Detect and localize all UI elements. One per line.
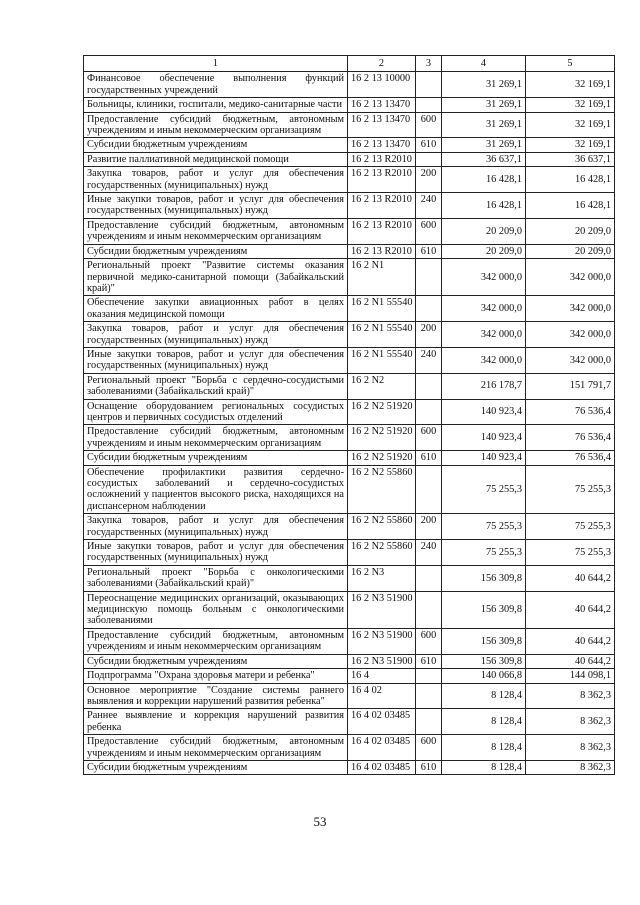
row-amount-2022-cell: 20 209,0: [526, 218, 615, 244]
row-code-cell: 16 2 13 10000: [348, 72, 416, 98]
row-amount-2021-cell: 8 128,4: [442, 709, 526, 735]
row-expense-type-cell: 600: [416, 735, 442, 761]
row-name-cell: Предоставление субсидий бюджетным, автономным учреждениям и иным некоммерческим организациям: [84, 218, 348, 244]
row-amount-2022-cell: 342 000,0: [526, 259, 615, 296]
row-code-cell: 16 2 N2 51920: [348, 425, 416, 451]
row-amount-2021-cell: 20 209,0: [442, 218, 526, 244]
row-code-cell: 16 2 N3: [348, 565, 416, 591]
table-row: [84, 259, 615, 296]
row-name-cell: Раннее выявление и коррекция нарушений развития ребенка: [84, 709, 348, 735]
row-amount-2021-cell: 156 309,8: [442, 628, 526, 654]
row-code-cell: 16 2 N3 51900: [348, 591, 416, 628]
row-amount-2022-cell: 8 362,3: [526, 683, 615, 709]
row-name-cell: Предоставление субсидий бюджетным, автономным учреждениям и иным некоммерческим организациям: [84, 112, 348, 138]
row-expense-type-cell: [416, 296, 442, 322]
row-expense-type-cell: 610: [416, 760, 442, 774]
row-amount-2021-cell: 156 309,8: [442, 565, 526, 591]
table-row: [84, 347, 615, 373]
row-name-cell: Закупка товаров, работ и услуг для обеспечения государственных (муниципальных) нужд: [84, 322, 348, 348]
table-row: [84, 72, 615, 98]
table-body: [84, 72, 615, 775]
row-expense-type-cell: [416, 669, 442, 683]
row-amount-2022-cell: 75 255,3: [526, 514, 615, 540]
row-name-cell: Иные закупки товаров, работ и услуг для обеспечения государственных (муниципальных) нужд: [84, 347, 348, 373]
table-row: [84, 244, 615, 258]
table-row: [84, 735, 615, 761]
row-expense-type-cell: [416, 465, 442, 514]
row-expense-type-cell: 200: [416, 322, 442, 348]
table-row: [84, 138, 615, 152]
row-code-cell: 16 2 N1 55540: [348, 322, 416, 348]
table-row: [84, 399, 615, 425]
row-amount-2022-cell: 16 428,1: [526, 193, 615, 219]
table-row: [84, 669, 615, 683]
row-amount-2022-cell: 40 644,2: [526, 628, 615, 654]
row-code-cell: 16 2 N2 55860: [348, 540, 416, 566]
row-name-cell: Иные закупки товаров, работ и услуг для обеспечения государственных (муниципальных) нужд: [84, 540, 348, 566]
table-row: [84, 565, 615, 591]
row-name-cell: Субсидии бюджетным учреждениям: [84, 760, 348, 774]
table-row: [84, 514, 615, 540]
row-name-cell: Закупка товаров, работ и услуг для обеспечения государственных (муниципальных) нужд: [84, 514, 348, 540]
row-code-cell: 16 2 13 R2010: [348, 218, 416, 244]
row-amount-2022-cell: 8 362,3: [526, 735, 615, 761]
row-amount-2021-cell: 8 128,4: [442, 735, 526, 761]
table-row: [84, 628, 615, 654]
row-amount-2022-cell: 36 637,1: [526, 152, 615, 166]
row-name-cell: Субсидии бюджетным учреждениям: [84, 138, 348, 152]
row-amount-2021-cell: 140 923,4: [442, 425, 526, 451]
row-code-cell: 16 4 02 03485: [348, 709, 416, 735]
row-expense-type-cell: [416, 72, 442, 98]
row-code-cell: 16 2 13 R2010: [348, 152, 416, 166]
row-code-cell: 16 2 N2 51920: [348, 399, 416, 425]
row-code-cell: 16 2 N3 51900: [348, 654, 416, 668]
row-expense-type-cell: [416, 98, 442, 112]
row-amount-2021-cell: 8 128,4: [442, 683, 526, 709]
row-expense-type-cell: 200: [416, 167, 442, 193]
row-expense-type-cell: 600: [416, 218, 442, 244]
row-expense-type-cell: 610: [416, 451, 442, 465]
row-expense-type-cell: [416, 399, 442, 425]
row-amount-2022-cell: 76 536,4: [526, 451, 615, 465]
row-name-cell: Субсидии бюджетным учреждениям: [84, 451, 348, 465]
row-amount-2022-cell: 20 209,0: [526, 244, 615, 258]
row-name-cell: Предоставление субсидий бюджетным, автономным учреждениям и иным некоммерческим организациям: [84, 628, 348, 654]
table-row: [84, 654, 615, 668]
row-name-cell: Финансовое обеспечение выполнения функций государственных учреждений: [84, 72, 348, 98]
row-amount-2021-cell: 342 000,0: [442, 347, 526, 373]
row-name-cell: Больницы, клиники, госпитали, медико-санитарные части: [84, 98, 348, 112]
row-name-cell: Иные закупки товаров, работ и услуг для обеспечения государственных (муниципальных) нужд: [84, 193, 348, 219]
row-amount-2022-cell: 32 169,1: [526, 138, 615, 152]
row-amount-2022-cell: 144 098,1: [526, 669, 615, 683]
table-row: [84, 373, 615, 399]
table-row: [84, 322, 615, 348]
row-name-cell: Закупка товаров, работ и услуг для обеспечения государственных (муниципальных) нужд: [84, 167, 348, 193]
row-amount-2022-cell: 76 536,4: [526, 425, 615, 451]
row-amount-2021-cell: 36 637,1: [442, 152, 526, 166]
row-amount-2021-cell: 140 923,4: [442, 399, 526, 425]
table-row: [84, 760, 615, 774]
row-expense-type-cell: [416, 259, 442, 296]
row-code-cell: 16 2 N1 55540: [348, 296, 416, 322]
row-code-cell: 16 2 N2: [348, 373, 416, 399]
row-code-cell: 16 2 13 R2010: [348, 193, 416, 219]
row-expense-type-cell: 240: [416, 540, 442, 566]
row-name-cell: Обеспечение закупки авиационных работ в целях оказания медицинской помощи: [84, 296, 348, 322]
table-row: [84, 296, 615, 322]
row-expense-type-cell: 200: [416, 514, 442, 540]
row-code-cell: 16 2 13 13470: [348, 98, 416, 112]
row-amount-2022-cell: 32 169,1: [526, 72, 615, 98]
table-header-row: [84, 56, 615, 72]
row-amount-2021-cell: 156 309,8: [442, 591, 526, 628]
row-amount-2022-cell: 342 000,0: [526, 322, 615, 348]
table-row: [84, 465, 615, 514]
row-amount-2021-cell: 342 000,0: [442, 322, 526, 348]
row-code-cell: 16 2 N2 55860: [348, 514, 416, 540]
row-amount-2021-cell: 16 428,1: [442, 167, 526, 193]
row-name-cell: Предоставление субсидий бюджетным, автономным учреждениям и иным некоммерческим организациям: [84, 735, 348, 761]
table-row: [84, 425, 615, 451]
row-code-cell: 16 2 13 13470: [348, 138, 416, 152]
row-amount-2021-cell: 31 269,1: [442, 138, 526, 152]
row-code-cell: 16 4 02 03485: [348, 735, 416, 761]
row-expense-type-cell: 240: [416, 347, 442, 373]
row-code-cell: 16 4: [348, 669, 416, 683]
row-amount-2021-cell: 16 428,1: [442, 193, 526, 219]
row-amount-2021-cell: 31 269,1: [442, 98, 526, 112]
row-amount-2021-cell: 342 000,0: [442, 259, 526, 296]
table-row: [84, 540, 615, 566]
row-amount-2022-cell: 8 362,3: [526, 709, 615, 735]
table-row: [84, 152, 615, 166]
row-name-cell: Региональный проект "Борьба с онкологическими заболеваниями (Забайкальский край)": [84, 565, 348, 591]
row-amount-2021-cell: 216 178,7: [442, 373, 526, 399]
row-amount-2021-cell: 75 255,3: [442, 465, 526, 514]
table-row: [84, 112, 615, 138]
row-name-cell: Обеспечение профилактики развития сердечно-сосудистых заболеваний и сердечно-сосудистых осложнений у пациентов высокого риска, находящихся на диспансерном наблюдении: [84, 465, 348, 514]
header-cell: 4: [442, 56, 526, 72]
row-amount-2021-cell: 342 000,0: [442, 296, 526, 322]
row-amount-2022-cell: 342 000,0: [526, 347, 615, 373]
budget-table: [83, 55, 615, 775]
page-number: 53: [313, 814, 327, 829]
row-amount-2021-cell: 31 269,1: [442, 72, 526, 98]
row-amount-2022-cell: 40 644,2: [526, 654, 615, 668]
row-expense-type-cell: 600: [416, 628, 442, 654]
table-row: [84, 683, 615, 709]
row-name-cell: Оснащение оборудованием региональных сосудистых центров и первичных сосудистых отделений: [84, 399, 348, 425]
row-amount-2022-cell: 16 428,1: [526, 167, 615, 193]
table-row: [84, 218, 615, 244]
row-expense-type-cell: [416, 591, 442, 628]
row-code-cell: 16 4 02: [348, 683, 416, 709]
row-code-cell: 16 2 13 13470: [348, 112, 416, 138]
row-amount-2021-cell: 31 269,1: [442, 112, 526, 138]
row-code-cell: 16 4 02 03485: [348, 760, 416, 774]
row-expense-type-cell: [416, 373, 442, 399]
row-code-cell: 16 2 N1: [348, 259, 416, 296]
header-cell: 1: [84, 56, 348, 72]
row-expense-type-cell: 610: [416, 244, 442, 258]
row-amount-2022-cell: 151 791,7: [526, 373, 615, 399]
table-row: [84, 709, 615, 735]
table-row: [84, 98, 615, 112]
row-code-cell: 16 2 13 R2010: [348, 167, 416, 193]
row-name-cell: Переоснащение медицинских организаций, оказывающих медицинскую помощь больным с онкологическими заболеваниями: [84, 591, 348, 628]
row-code-cell: 16 2 N2 55860: [348, 465, 416, 514]
row-amount-2021-cell: 8 128,4: [442, 760, 526, 774]
row-name-cell: Развитие паллиативной медицинской помощи: [84, 152, 348, 166]
table-row: [84, 193, 615, 219]
row-code-cell: 16 2 N2 51920: [348, 451, 416, 465]
row-expense-type-cell: 600: [416, 112, 442, 138]
row-name-cell: Подпрограмма "Охрана здоровья матери и ребенка": [84, 669, 348, 683]
row-amount-2022-cell: 75 255,3: [526, 540, 615, 566]
row-name-cell: Региональный проект "Развитие системы оказания первичной медико-санитарной помощи (Забайкальский край)": [84, 259, 348, 296]
row-amount-2022-cell: 32 169,1: [526, 98, 615, 112]
row-expense-type-cell: [416, 565, 442, 591]
row-name-cell: Предоставление субсидий бюджетным, автономным учреждениям и иным некоммерческим организациям: [84, 425, 348, 451]
row-amount-2022-cell: 32 169,1: [526, 112, 615, 138]
row-amount-2021-cell: 75 255,3: [442, 540, 526, 566]
row-amount-2022-cell: 40 644,2: [526, 591, 615, 628]
row-expense-type-cell: 600: [416, 425, 442, 451]
row-expense-type-cell: 240: [416, 193, 442, 219]
row-name-cell: Субсидии бюджетным учреждениям: [84, 654, 348, 668]
row-name-cell: Региональный проект "Борьба с сердечно-сосудистыми заболеваниями (Забайкальский край)": [84, 373, 348, 399]
row-amount-2022-cell: 342 000,0: [526, 296, 615, 322]
table-row: [84, 451, 615, 465]
row-amount-2022-cell: 75 255,3: [526, 465, 615, 514]
row-amount-2021-cell: 140 923,4: [442, 451, 526, 465]
row-name-cell: Основное мероприятие "Создание системы раннего выявления и коррекции нарушений развития ребенка": [84, 683, 348, 709]
row-amount-2021-cell: 156 309,8: [442, 654, 526, 668]
header-cell: 3: [416, 56, 442, 72]
row-expense-type-cell: [416, 683, 442, 709]
header-cell: 2: [348, 56, 416, 72]
row-expense-type-cell: [416, 152, 442, 166]
row-code-cell: 16 2 N3 51900: [348, 628, 416, 654]
row-code-cell: 16 2 13 R2010: [348, 244, 416, 258]
row-amount-2022-cell: 8 362,3: [526, 760, 615, 774]
row-amount-2022-cell: 40 644,2: [526, 565, 615, 591]
row-expense-type-cell: 610: [416, 654, 442, 668]
row-amount-2021-cell: 75 255,3: [442, 514, 526, 540]
table-row: [84, 167, 615, 193]
row-code-cell: 16 2 N1 55540: [348, 347, 416, 373]
row-name-cell: Субсидии бюджетным учреждениям: [84, 244, 348, 258]
table-row: [84, 591, 615, 628]
row-amount-2021-cell: 20 209,0: [442, 244, 526, 258]
row-expense-type-cell: 610: [416, 138, 442, 152]
row-amount-2021-cell: 140 066,8: [442, 669, 526, 683]
row-expense-type-cell: [416, 709, 442, 735]
header-cell: 5: [526, 56, 615, 72]
row-amount-2022-cell: 76 536,4: [526, 399, 615, 425]
